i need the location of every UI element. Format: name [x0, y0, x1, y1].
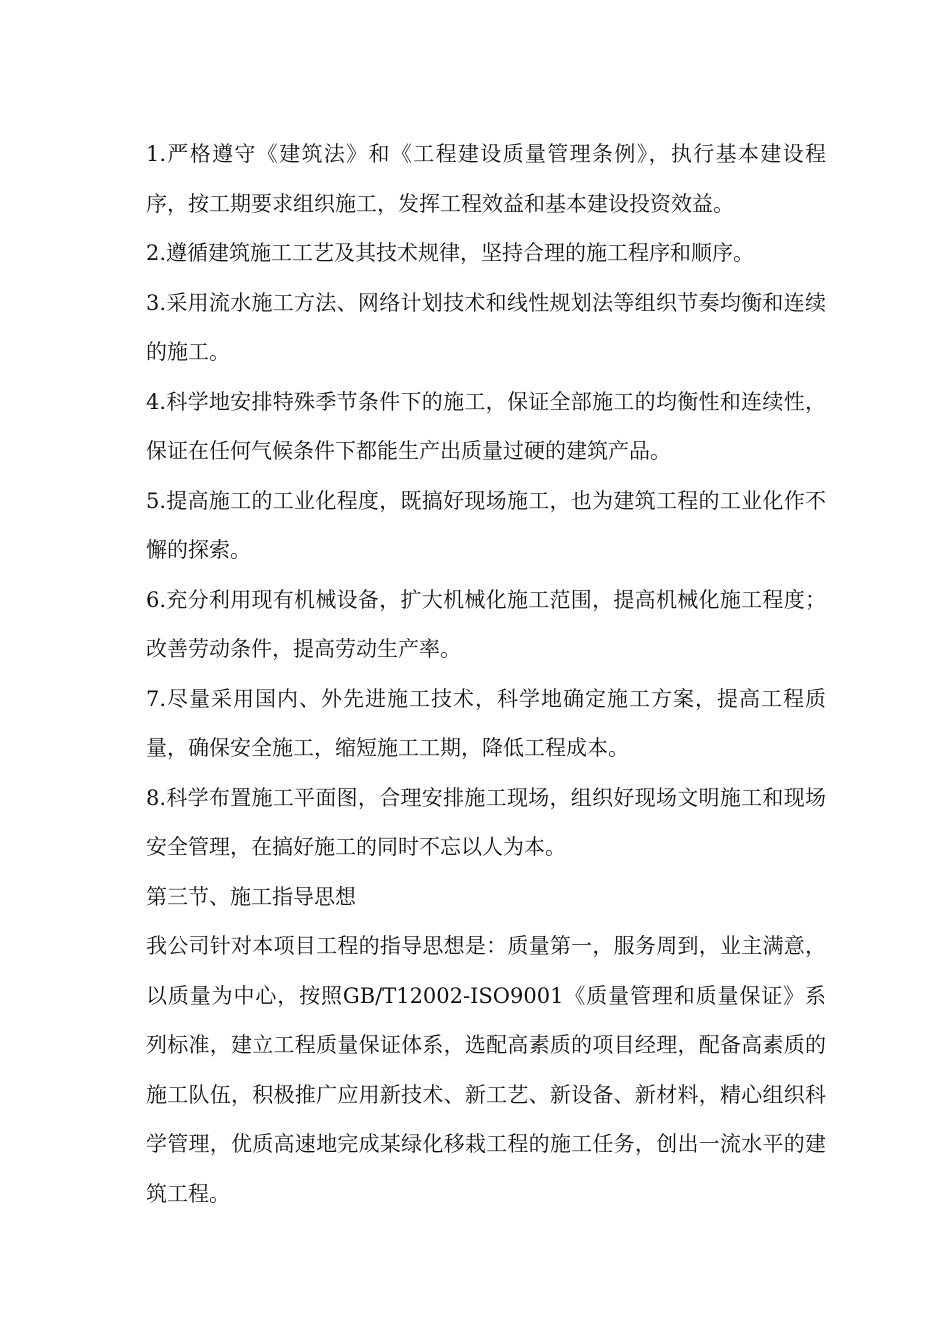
list-item-4: 4.科学地安排特殊季节条件下的施工，保证全部施工的均衡性和连续性，保证在任何气候条件下都能生产出质量过硬的建筑产品。: [146, 389, 826, 463]
list-item-5: 5.提高施工的工业化程度，既搞好现场施工，也为建筑工程的工业化作不懈的探索。: [146, 488, 826, 562]
list-item-2: 2.遵循建筑施工工艺及其技术规律，坚持合理的施工程序和顺序。: [146, 241, 755, 265]
list-item-1: 1.严格遵守《建筑法》和《工程建设质量管理条例》，执行基本建设程序，按工期要求组织施工，发挥工程效益和基本建设投资效益。: [146, 142, 826, 216]
list-item-7: 7.尽量采用国内、外先进施工技术，科学地确定施工方案，提高工程质量，确保安全施工，缩短施工工期，降低工程成本。: [146, 686, 826, 760]
list-item-6: 6.充分利用现有机械设备，扩大机械化施工范围，提高机械化施工程度；改善劳动条件，提高劳动生产率。: [146, 587, 826, 661]
section-heading: 第三节、施工指导思想: [146, 884, 356, 909]
closing-paragraph: 我公司针对本项目工程的指导思想是：质量第一，服务周到，业主满意，以质量为中心，按照GB/T12002-ISO9001《质量管理和质量保证》系列标准，建立工程质量保证体系，选配高素质的项目经理，配备高素质的施工队伍，积极推广应用新技术、新工艺、新设备、新材料，精心组织科学管理，优质高速地完成某绿化移栽工程的施工任务，创出一流水平的建筑工程。: [146, 934, 826, 1206]
list-item-8: 8.科学布置施工平面图，合理安排施工现场，组织好现场文明施工和现场安全管理，在搞好施工的同时不忘以人为本。: [146, 785, 826, 859]
document-body: [146, 130, 826, 1219]
list-item-3: 3.采用流水施工方法、网络计划技术和线性规划法等组织节奏均衡和连续的施工。: [146, 290, 826, 364]
